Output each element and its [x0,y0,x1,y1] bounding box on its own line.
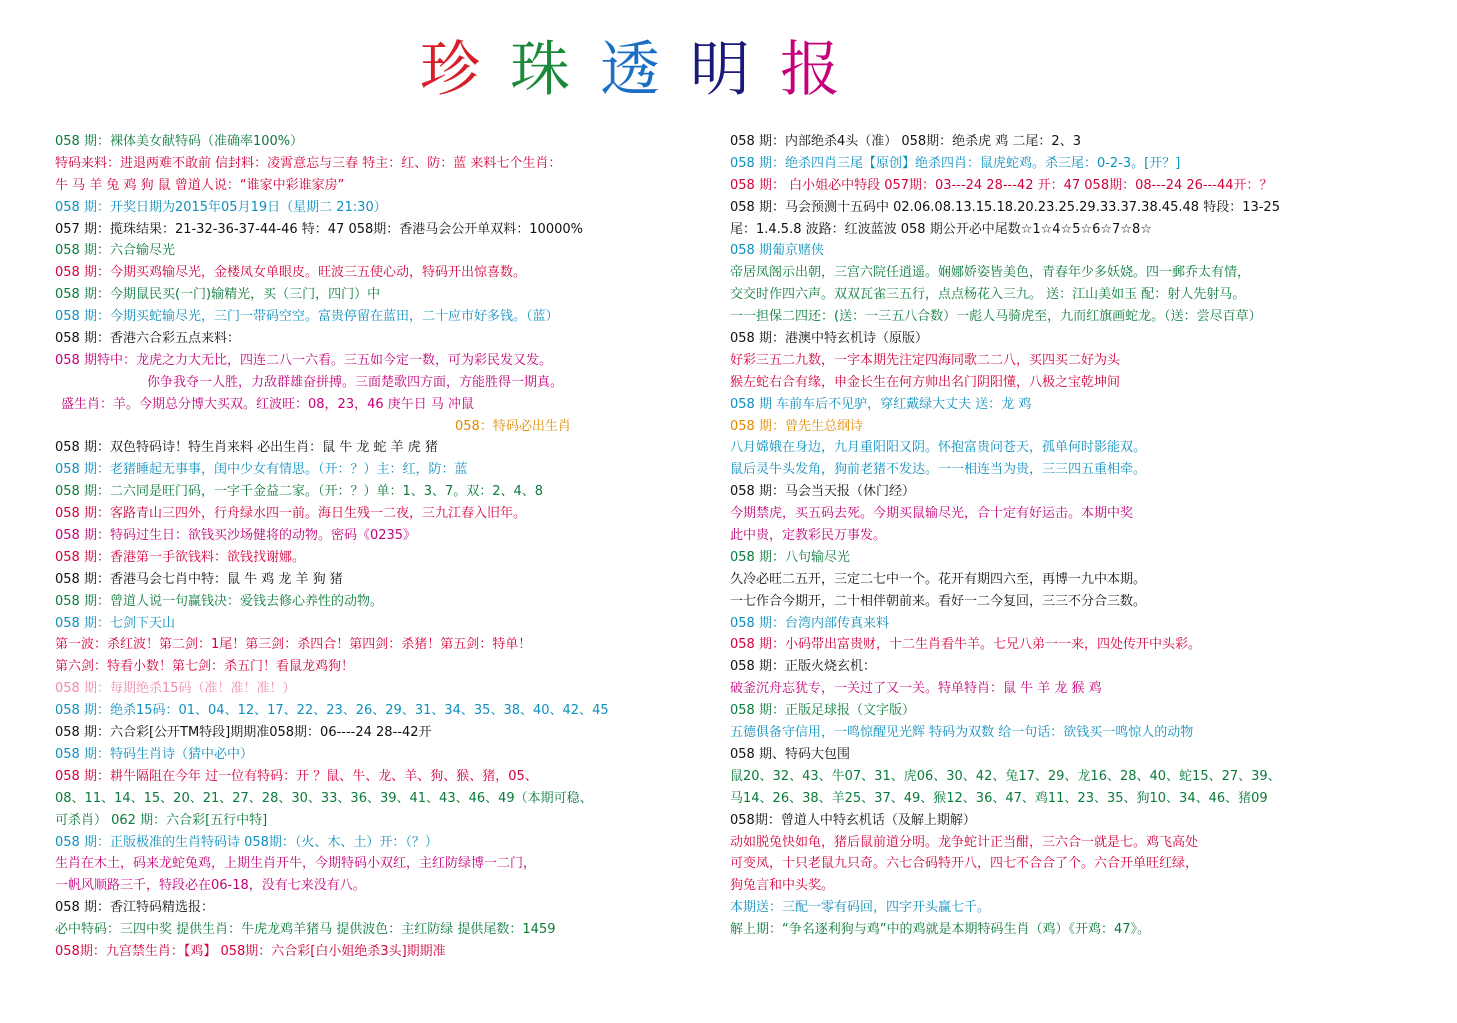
left-text-line: 一帆风顺路三千，特段必在06-18，没有七来没有八。 [55,878,366,894]
right-text-line: 058 期：正版火烧玄机： [730,659,876,675]
right-text-line: 猴左蛇右合有缘，申金长生在何方帅出名门阴阳懂，八极之宝乾坤间 [730,374,1121,390]
left-text-line: 058 期：特码过生日：欲钱买沙场健将的动物。密码《0235》 [55,528,417,544]
right-text-line: 058 期：八句输尽光 [730,549,850,565]
left-text-line: 058 期：曾道人说一句赢钱决：爱钱去修心养性的动物。 [55,593,383,609]
right-text-line: 058 期：正版足球报（文字版） [730,703,915,719]
right-text-line: 058 期、特码大包围 [730,746,850,762]
right-text-line: 058 期葡京赌侠 [730,243,824,259]
left-text-line: 058 期：老猪睡起无事事，闺中少女有情思。（开：？）主：红，防：蓝 [55,462,468,478]
left-text-line: 058 期特中：龙虎之力大无比，四连二八一六看。三五如今定一数，可为彩民发又发。 [55,352,552,368]
masthead-char: 透 [600,35,660,105]
right-text-line: 058 期：小码带出富贵财，十二生肖看牛羊。七兄八弟一一来，四处传开中头彩。 [730,637,1201,653]
left-text-line: 058 期：正版极准的生肖特码诗 058期：（火、木、土）开：（？） [55,834,438,850]
left-text-line: 058 期：今期买鸡输尽光，金楼凤女单眼皮。旺波三五使心动，特码开出惊喜数。 [55,265,526,281]
left-text-line: 058 期：七剑下天山 [55,615,175,631]
left-text-line: 058 期：特码生肖诗（猜中必中） [55,746,253,762]
left-text-line: 058 期：二六同是旺门码，一字千金益二家。（开：？）单：1、3、7。双：2、4、8 [55,484,544,500]
left-text-line: 第一波：杀红波！第二剑：1尾！第三剑：杀四合！第四剑：杀猪！第五剑：特单！ [55,637,532,653]
right-text-line: 一一担保二四还：(送：一三五八合数）一彪人马骑虎至，九而红旗画蛇龙。（送：尝尽百草） [730,309,1262,325]
left-text-line: 058 期：开奖日期为2015年05月19日（星期二 21:30） [55,199,387,215]
left-text-line: 058 期：裸体美女献特码（准确率100%） [55,134,304,149]
left-text-line: 058 期：客路青山三四外，行舟绿水四一前。海日生残一二夜，三九江春入旧年。 [55,506,526,522]
left-text-line: 058 期：今期鼠民买(一门)输精光，买（三门，四门）中 [55,287,381,303]
right-text-line: 058 期：马会当天报（休门经） [730,484,915,500]
left-text-line: 057 期：揽珠结果：21-32-36-37-44-46 特：47 058期：香港马会公开单双料：10000% [55,221,583,237]
right-text-line: 好彩三五二九数，一字本期先注定四海同歌二二八，买四买二好为头 [730,352,1121,368]
right-text-line: 058 期 车前车后不见驴，穿红戴绿大丈夫 送：龙 鸡 [730,396,1032,412]
masthead-char: 报 [780,35,840,105]
left-text-line: 牛 马 羊 兔 鸡 狗 鼠 曾道人说：“谁家中彩谁家房” [55,177,345,193]
right-text-line: 五德俱备守信用，一鸣惊醒见光辉 特码为双数 给一句话：欲钱买一鸣惊人的动物 [730,725,1194,741]
masthead-char: 珠 [510,35,570,105]
right-text-line: 鼠20、32、43、牛07、31、虎06、30、42、兔17、29、龙16、28、40、蛇15、27、39、 [730,768,1281,784]
left-text-line: 盛生肖：羊。今期总分博大买双。红波旺：08，23，46 庚午日 马 冲鼠 [61,396,475,412]
right-text-line: 058 期： 白小姐必中特段 057期：03---24 28---42 开：47 058期：08---24 26---44开：？ [730,177,1273,193]
right-text-line: 八月嫦娥在身边，九月重阳阳又阴。怀抱富贵问苍天，孤单何时影能双。 [730,440,1147,456]
right-text-line: 久冷必旺二五开，三定二七中一个。花开有期四六至，再博一九中本期。 [730,571,1147,587]
left-text-line: 生肖在木土，码来龙蛇兔鸡，上期生肖开牛，今期特码小双红，主红防绿博一二门， [55,856,537,872]
right-text-line: 今期禁虎，买五码去死。今期买鼠输尽光，合十定有好运击。本期中奖 [730,506,1134,522]
left-text-line: 058：特码必出生肖 [455,418,571,434]
right-text-line: 动如脱兔快如龟，猪后鼠前道分明。龙争蛇计正当酣，三六合一就是七。鸡飞高处 [730,834,1199,850]
right-text-line: 058期：曾道人中特玄机话（及解上期解） [730,812,976,828]
right-text-line: 尾：1.4.5.8 波路：红波蓝波 058 期公开必中尾数☆1☆4☆5☆6☆7☆8☆ [730,221,1152,237]
left-text-line: 058 期：今期买蛇输尽光，三门一带码空空。富贵停留在蓝田，二十应市好多钱。（蓝） [55,309,559,325]
left-text-line: 058 期：双色特码诗！特生肖来料 必出生肖：鼠 牛 龙 蛇 羊 虎 猪 [55,440,438,456]
right-text-line: 可变凤，十只老鼠九只奇。六七合码特开八，四七不合合了个。六合开单旺红绿， [730,856,1199,872]
left-text-line: 058 期：耕牛隔阻在今年 过一位有特码：开 ？鼠、牛、龙、羊、狗、猴、猪，05、 [55,768,538,784]
right-text-line: 交交时作四六声。双双瓦雀三五行，点点杨花入三九。 送：江山美如玉 配：射人先射马。 [730,287,1246,303]
left-text-line: 特码来料：进退两难不敢前 信封料：凌霄意忘与三春 特主：红、防：蓝 来料七个生肖： [55,155,562,171]
right-text-line: 鼠后灵牛头发角，狗前老猪不发达。一一相连当为贵，三三四五重相牵。 [730,462,1147,478]
masthead-title [420,30,980,110]
right-text-line: 058 期：马会预测十五码中 02.06.08.13.15.18.20.23.25.29.33.37.38.45.48 特段：13-25 [730,199,1280,215]
left-text-line: 你争我夺一人胜，力敌群雄奋拼搏。三面楚歌四方面，方能胜得一期真。 [147,374,564,390]
left-text-line: 058 期：每期绝杀15码（准！准！准！） [55,681,296,697]
left-text-line: 058 期：六合彩[公开TM特段]期期准058期：06----24 28--42开 [55,725,432,741]
right-text-line: 058 期：内部绝杀4头（准） 058期：绝杀虎 鸡 二尾：2、3 [730,134,1081,149]
right-text-line: 狗兔言和中头奖。 [730,878,835,894]
right-text-line: 帝居凤阁示出朝，三宫六院任逍遥。娴娜娇姿皆美色，青春年少多妖娆。四一郵乔太有情， [730,265,1251,281]
left-text-line: 第六剑：特看小数！第七剑：杀五门！看鼠龙鸡狗！ [55,659,355,675]
left-text-line: 058 期：绝杀15码：01、04、12、17、22、23、26、29、31、34、35、38、40、42、45 [55,703,609,719]
right-text-line: 解上期：“争名逐利狗与鸡”中的鸡就是本期特码生肖（鸡）《开鸡：47》。 [730,922,1151,938]
masthead-char: 明 [690,35,750,105]
right-text-line: 058 期：港澳中特玄机诗（原版） [730,331,928,347]
right-text-line: 058 期：台湾内部传真来料 [730,615,889,631]
left-text-line: 058 期：香江特码精选报： [55,900,214,916]
right-text-line: 058 期：曾先生总纲诗 [730,418,863,434]
right-column [730,131,1430,941]
right-text-line: 一七作合今期开，二十相伴朝前来。看好一二今复回，三三不分合三数。 [730,593,1147,609]
left-text-line: 058期：九宫禁生肖：【鸡】 058期：六合彩[白小姐绝杀3头]期期准 [55,943,446,959]
right-text-line: 本期送：三配一零有码回，四字开头赢七千。 [730,900,991,916]
left-text-line: 可杀肖） 062 期：六合彩[五行中特] [55,812,268,828]
left-text-line: 058 期：香港第一手欲钱料：欲钱找谢娜。 [55,549,305,565]
left-column [55,131,715,963]
left-text-line: 058 期：香港六合彩五点来料： [55,331,240,347]
left-text-line: 必中特码：三四中奖 提供生肖：牛虎龙鸡羊猪马 提供波色：主红防绿 提供尾数：1459 [55,922,556,938]
right-text-line: 此中贵，定教彩民万事发。 [730,528,887,544]
left-text-line: 08、11、14、15、20、21、27、28、30、33、36、39、41、43、46、49（本期可稳、 [55,790,593,806]
right-text-line: 破釜沉舟忘犹专，一关过了又一关。特单特肖：鼠 牛 羊 龙 猴 鸡 [730,681,1102,697]
left-text-line: 058 期：六合输尽光 [55,243,175,259]
left-text-line: 058 期：香港马会七肖中特：鼠 牛 鸡 龙 羊 狗 猪 [55,571,343,587]
masthead-char: 珍 [420,35,480,105]
right-text-line: 058 期：绝杀四肖三尾【原创】绝杀四肖：鼠虎蛇鸡。杀三尾：0-2-3。[开？] [730,155,1181,171]
right-text-line: 马14、26、38、羊25、37、49、猴12、36、47、鸡11、23、35、狗10、34、46、猪09 [730,790,1268,806]
